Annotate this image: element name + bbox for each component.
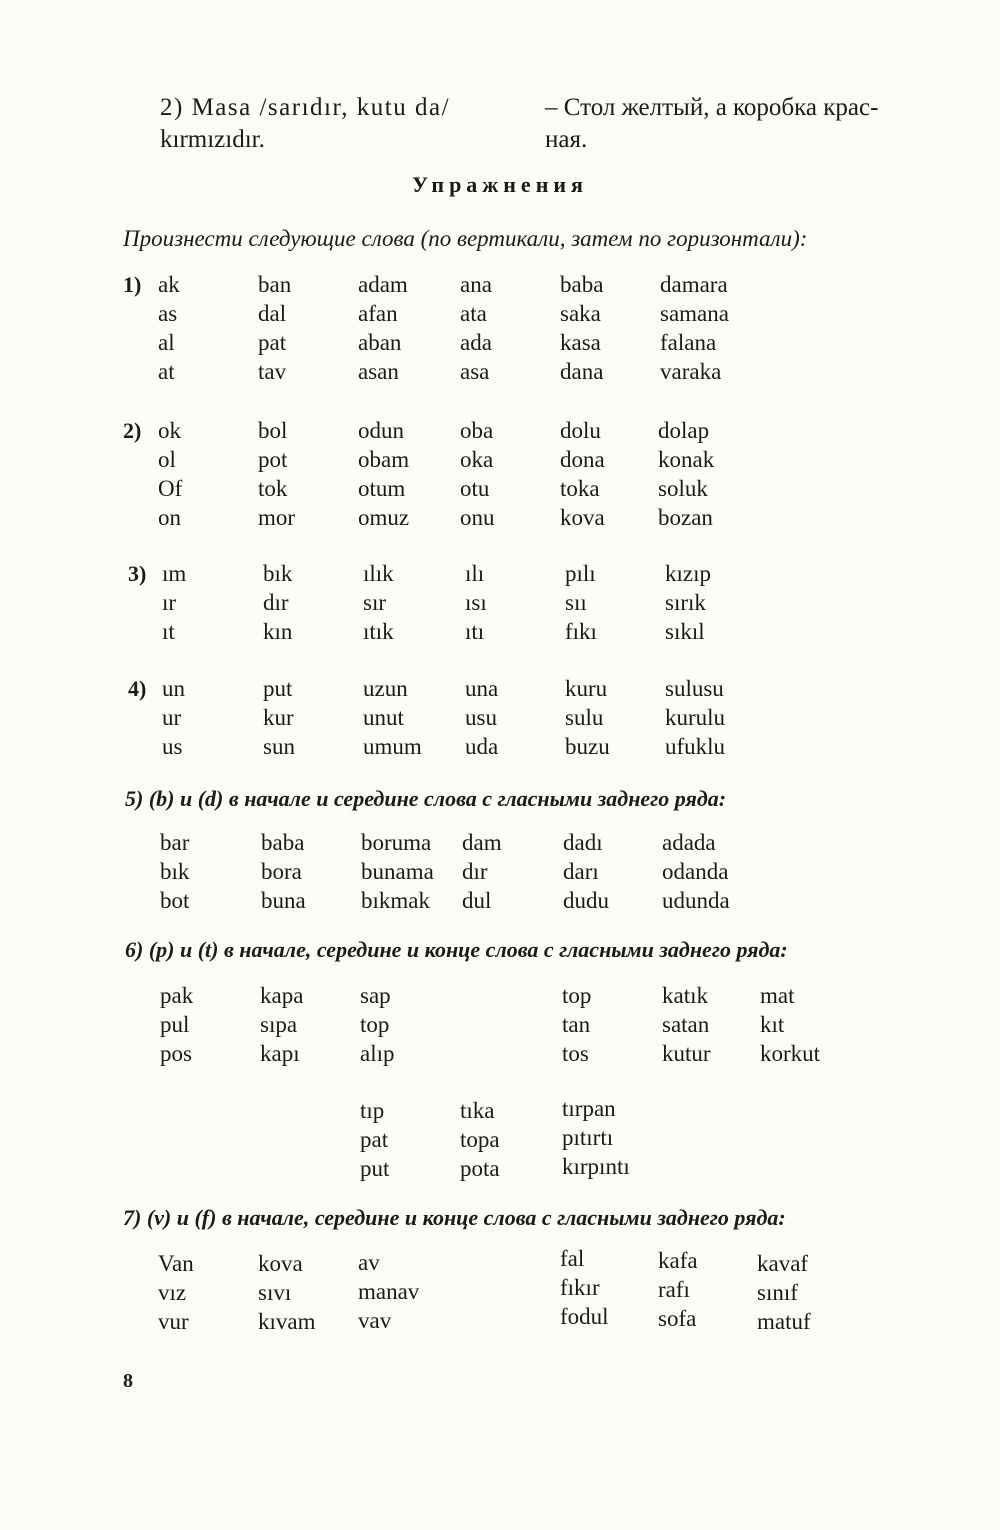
- group-3-col-5: [565, 559, 597, 646]
- word: tok: [258, 476, 288, 501]
- group-3-col-3: [363, 559, 394, 646]
- word: kur: [263, 705, 294, 730]
- word: kın: [263, 619, 293, 644]
- group-2-col-4: [460, 416, 495, 532]
- word: us: [162, 734, 183, 759]
- word: kavaf: [757, 1251, 809, 1276]
- word: top: [562, 983, 592, 1008]
- word: fıkı: [565, 619, 597, 644]
- word: tırpan: [562, 1096, 616, 1121]
- word: sınıf: [757, 1280, 798, 1305]
- word: tan: [562, 1012, 591, 1037]
- word: toka: [560, 476, 600, 501]
- word: rafı: [658, 1277, 690, 1302]
- word: mat: [760, 983, 795, 1008]
- word: ok: [158, 418, 181, 443]
- word: dul: [462, 888, 492, 913]
- word: satan: [662, 1012, 710, 1037]
- word: pul: [160, 1012, 190, 1037]
- word: put: [360, 1156, 390, 1181]
- word: oka: [460, 447, 494, 472]
- word: sıvı: [258, 1280, 292, 1305]
- word: sulu: [565, 705, 604, 730]
- word: ana: [460, 272, 492, 297]
- group-4-col-4: [465, 674, 498, 761]
- section-6-col-5: [662, 981, 711, 1068]
- section-7-col-1: [158, 1249, 194, 1336]
- section-7-col-4: [560, 1244, 609, 1331]
- word: otu: [460, 476, 490, 501]
- section-7-col-3: [358, 1248, 419, 1335]
- section-6-title: 6) (p) и (t) в начале, середине и конце слова с гласными заднего ряда:: [125, 937, 788, 962]
- group-2-col-6: [658, 416, 714, 532]
- word: ak: [158, 272, 180, 297]
- group-3-col-6: [665, 559, 711, 646]
- word: mor: [258, 505, 296, 530]
- group-4-number: 4): [128, 676, 147, 701]
- group-1-col-6: [660, 270, 729, 386]
- group-1-col-4: [460, 270, 492, 386]
- section-5-col-3: [361, 828, 434, 915]
- section-7-title: 7) (v) и (f) в начале, середине и конце слова с гласными заднего ряда:: [123, 1205, 786, 1230]
- word: pot: [258, 447, 288, 472]
- word: soluk: [658, 476, 708, 501]
- group-2-col-1: [158, 416, 182, 532]
- word: kutur: [662, 1041, 711, 1066]
- exercises-heading: Упражнения: [412, 172, 588, 197]
- word: pat: [258, 330, 287, 355]
- word: ıtık: [363, 619, 394, 644]
- group-2-col-2: [258, 416, 295, 532]
- word: Of: [158, 476, 183, 501]
- word: damara: [660, 272, 728, 297]
- page-number: 8: [123, 1370, 133, 1392]
- group-1-number: 1): [123, 272, 142, 297]
- word: kova: [258, 1251, 303, 1276]
- word: aban: [358, 330, 402, 355]
- word: kapı: [260, 1041, 300, 1066]
- word: unut: [363, 705, 404, 730]
- word: kuru: [565, 676, 608, 701]
- word: pat: [360, 1127, 389, 1152]
- word: kızıp: [665, 561, 711, 586]
- word: kova: [560, 505, 605, 530]
- word: ufuklu: [665, 734, 726, 759]
- word: adada: [662, 830, 716, 855]
- word: bol: [258, 418, 288, 443]
- word: tos: [562, 1041, 589, 1066]
- word: bunama: [361, 859, 434, 884]
- word: una: [465, 676, 499, 701]
- intro-turkish: [160, 92, 520, 156]
- group-4-col-1: [162, 674, 185, 761]
- word: baba: [261, 830, 305, 855]
- section-7-col-6: [757, 1249, 811, 1336]
- word: sıı: [565, 590, 587, 615]
- word: samana: [660, 301, 729, 326]
- word: obam: [358, 447, 410, 472]
- intro-ru-line1: – Стол желтый, а коробка крас-: [545, 94, 879, 121]
- word: kırpıntı: [562, 1154, 630, 1179]
- word: dudu: [563, 888, 609, 913]
- word: dadı: [563, 830, 603, 855]
- word: topa: [460, 1127, 500, 1152]
- group-2-col-3: [358, 416, 409, 532]
- word: al: [158, 330, 175, 355]
- word: otum: [358, 476, 406, 501]
- section-5-col-5: [563, 828, 609, 915]
- word: udunda: [662, 888, 730, 913]
- word: varaka: [660, 359, 722, 384]
- word: av: [358, 1250, 380, 1275]
- word: vav: [358, 1308, 392, 1333]
- word: baba: [560, 272, 604, 297]
- word: un: [162, 676, 185, 701]
- word: fal: [560, 1246, 585, 1271]
- word: top: [360, 1012, 390, 1037]
- word: fodul: [560, 1304, 609, 1329]
- word: ıt: [162, 619, 175, 644]
- word: ılı: [465, 561, 485, 586]
- instruction: Произнести следующие слова (по вертикали, затем по горизонтали):: [123, 226, 808, 251]
- word: buzu: [565, 734, 610, 759]
- word: dolap: [658, 418, 710, 443]
- word: adam: [358, 272, 408, 297]
- word: ata: [460, 301, 487, 326]
- word: usu: [465, 705, 497, 730]
- word: manav: [358, 1279, 420, 1304]
- word: dır: [462, 859, 488, 884]
- word: pak: [160, 983, 194, 1008]
- word: sır: [363, 590, 386, 615]
- word: kasa: [560, 330, 601, 355]
- section-6-col-6: [760, 981, 820, 1068]
- word: buna: [261, 888, 306, 913]
- section-6-extra-col-1: [360, 1096, 389, 1183]
- section-5-col-6: [662, 828, 730, 915]
- word: onu: [460, 505, 495, 530]
- word: ur: [162, 705, 182, 730]
- group-1-col-3: [358, 270, 408, 386]
- intro-tr-line1: 2) Masa /sarıdır, kutu da/: [160, 94, 451, 121]
- word: asan: [358, 359, 399, 384]
- section-6-col-1: [160, 981, 193, 1068]
- word: ım: [162, 561, 187, 586]
- word: fıkır: [560, 1275, 600, 1300]
- word: matuf: [757, 1309, 811, 1334]
- word: odanda: [662, 859, 729, 884]
- word: at: [158, 359, 175, 384]
- word: afan: [358, 301, 398, 326]
- section-5-col-2: [261, 828, 306, 915]
- word: kapa: [260, 983, 304, 1008]
- group-4-col-6: [665, 674, 725, 761]
- word: alıp: [360, 1041, 395, 1066]
- word: sun: [263, 734, 295, 759]
- word: on: [158, 505, 181, 530]
- group-3-number: 3): [128, 561, 147, 586]
- word: odun: [358, 418, 404, 443]
- intro-ru-line2: ная.: [545, 126, 588, 153]
- word: dır: [263, 590, 289, 615]
- word: boruma: [361, 830, 432, 855]
- word: vız: [158, 1280, 187, 1305]
- word: oba: [460, 418, 494, 443]
- word: tav: [258, 359, 287, 384]
- word: omuz: [358, 505, 410, 530]
- word: kurulu: [665, 705, 726, 730]
- word: dolu: [560, 418, 601, 443]
- word: bık: [263, 561, 293, 586]
- word: saka: [560, 301, 601, 326]
- section-7-col-5: [658, 1246, 698, 1333]
- word: tıka: [460, 1098, 495, 1123]
- word: bot: [160, 888, 190, 913]
- word: pıtırtı: [562, 1125, 614, 1150]
- word: umum: [363, 734, 422, 759]
- word: dona: [560, 447, 605, 472]
- section-6-extra-col-2: [460, 1096, 500, 1183]
- word: darı: [563, 859, 599, 884]
- word: kıvam: [258, 1309, 316, 1334]
- word: uzun: [363, 676, 408, 701]
- section-6-col-3: [360, 981, 395, 1068]
- group-2-col-5: [560, 416, 605, 532]
- word: falana: [660, 330, 717, 355]
- word: sap: [360, 983, 391, 1008]
- word: sıpa: [260, 1012, 298, 1037]
- intro-tr-line2: kırmızıdır.: [160, 126, 265, 153]
- group-1-col-5: [560, 270, 603, 386]
- word: ılık: [363, 561, 394, 586]
- word: sırık: [665, 590, 706, 615]
- word: as: [158, 301, 178, 326]
- section-5-title: 5) (b) и (d) в начале и середине слова с гласными заднего ряда:: [125, 786, 727, 811]
- word: sıkıl: [665, 619, 705, 644]
- word: dana: [560, 359, 604, 384]
- word: bar: [160, 830, 190, 855]
- word: vur: [158, 1309, 189, 1334]
- word: bıkmak: [361, 888, 430, 913]
- word: kıt: [760, 1012, 785, 1037]
- word: ıtı: [465, 619, 485, 644]
- section-5-col-4: [462, 828, 502, 915]
- word: pılı: [565, 561, 596, 586]
- group-4-col-3: [363, 674, 422, 761]
- section-6-col-4: [562, 981, 591, 1068]
- word: ol: [158, 447, 176, 472]
- word: asa: [460, 359, 490, 384]
- word: korkut: [760, 1041, 821, 1066]
- word: sofa: [658, 1306, 697, 1331]
- word: ısı: [465, 590, 487, 615]
- group-3-col-4: [465, 559, 487, 646]
- group-3-col-1: [162, 559, 186, 646]
- word: tıp: [360, 1098, 385, 1123]
- section-5-col-1: [160, 828, 189, 915]
- word: sulusu: [665, 676, 724, 701]
- group-2-number: 2): [123, 418, 142, 443]
- word: Van: [158, 1251, 194, 1276]
- section-7-col-2: [258, 1249, 316, 1336]
- word: ada: [460, 330, 492, 355]
- group-1-col-2: [258, 270, 291, 386]
- word: dam: [462, 830, 502, 855]
- word: bora: [261, 859, 302, 884]
- word: ban: [258, 272, 292, 297]
- word: pos: [160, 1041, 192, 1066]
- group-1-col-1: [158, 270, 180, 386]
- intro-russian: [545, 92, 915, 156]
- group-4-col-2: [263, 674, 295, 761]
- word: put: [263, 676, 293, 701]
- word: bık: [160, 859, 190, 884]
- word: dal: [258, 301, 287, 326]
- word: ır: [162, 590, 177, 615]
- word: pota: [460, 1156, 500, 1181]
- word: uda: [465, 734, 499, 759]
- section-6-extra-col-3: [562, 1094, 630, 1181]
- group-4-col-5: [565, 674, 610, 761]
- section-6-col-2: [260, 981, 303, 1068]
- word: konak: [658, 447, 715, 472]
- word: katık: [662, 983, 708, 1008]
- group-3-col-2: [263, 559, 292, 646]
- word: bozan: [658, 505, 713, 530]
- word: kafa: [658, 1248, 698, 1273]
